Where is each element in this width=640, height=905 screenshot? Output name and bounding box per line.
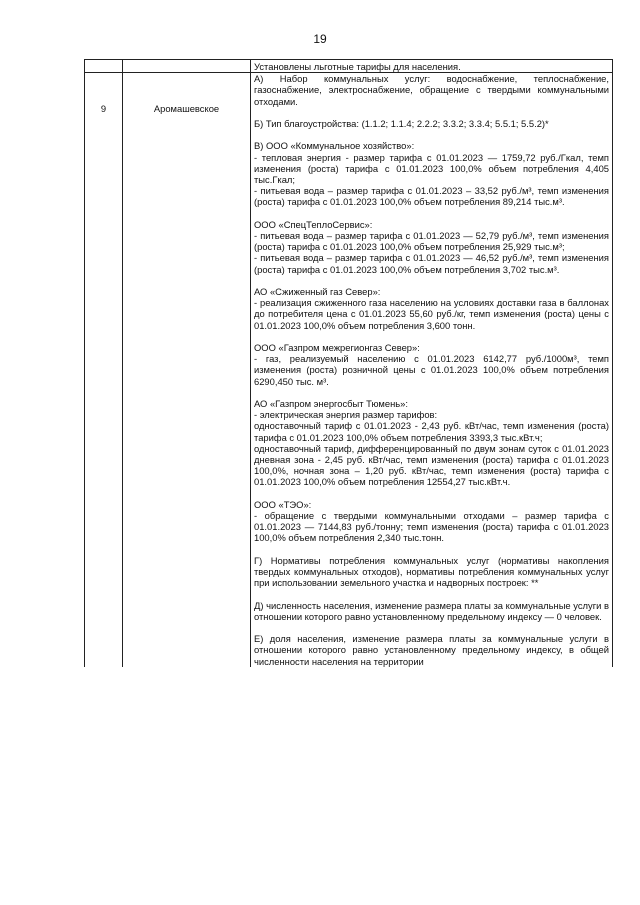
paragraph: Д) численность населения, изменение размера платы за коммунальные услуги в отношении которого равно установленному предельному индексу — 0 человек. <box>254 599 609 622</box>
paragraph-spacer <box>254 208 609 219</box>
table-row-previous <box>85 60 613 73</box>
paragraph-spacer <box>254 107 609 118</box>
paragraph: - питьевая вода – размер тарифа с 01.01.2023 — 52,79 руб./м³, темп изменения (роста) тарифа с 01.01.2023 100,0% объем потребления 25,929 тыс.м³; <box>254 230 609 253</box>
paragraph: одноставочный тариф с 01.01.2023 - 2,43 руб. кВт/час, темп изменения (роста) тарифа с 01.01.2023 100,0% объем потребления 3393,3 тыс.кВт.ч; <box>254 420 609 443</box>
paragraph: ООО «СпецТеплоСервис»: <box>254 218 373 230</box>
paragraph-spacer <box>254 544 609 555</box>
text-block <box>254 398 609 488</box>
description-blocks <box>254 73 609 667</box>
paragraph: Б) Тип благоустройства: (1.1.2; 1.1.4; 2.2.2; 3.3.2; 3.3.4; 5.5.1; 5.5.2)* <box>254 118 549 129</box>
text-block <box>254 600 609 622</box>
paragraph: Е) доля населения, изменение размера платы за коммунальные услуги в отношении которого равно установленному предельному индексу, в общей численности населения на территории <box>254 633 609 667</box>
text-block <box>254 73 609 107</box>
paragraph-spacer <box>254 588 609 599</box>
page-number: 19 <box>313 32 327 46</box>
row-number: 9 <box>85 73 123 667</box>
paragraph: АО «Сжиженный газ Север»: <box>254 286 381 297</box>
paragraph-spacer <box>254 129 609 140</box>
paragraph: ООО «ТЭО»: <box>254 498 312 510</box>
paragraph-spacer <box>254 331 609 342</box>
paragraph-spacer <box>254 488 609 499</box>
municipality-name: Аромашевское <box>123 73 251 667</box>
paragraph: - тепловая энергия - размер тарифа с 01.01.2023 — 1759,72 руб./Гкал, темп изменения (роста) тарифа с 01.01.2023 100,0% объем потребления 4,405 тыс.Гкал; <box>254 151 609 185</box>
paragraph: Г) Нормативы потребления коммунальных услуг (нормативы накопления твердых коммунальных отходов), нормативы потребления коммунальных услуг при использовании земельного участка и надворных построек: ** <box>254 554 609 589</box>
text-block <box>254 118 609 129</box>
cell-number-empty <box>85 60 123 73</box>
cell-municipality-empty <box>123 60 251 73</box>
paragraph: - электрическая энергия размер тарифов: <box>254 409 438 421</box>
text-block <box>254 140 609 207</box>
paragraph-spacer <box>254 275 609 286</box>
text-block <box>254 219 609 275</box>
paragraph: АО «Газпром энергосбыт Тюмень»: <box>254 398 408 409</box>
text-block <box>254 342 609 387</box>
paragraph-spacer <box>254 387 609 398</box>
previous-row-text: Установлены льготные тарифы для населения. <box>254 61 461 72</box>
paragraph: ООО «Газпром межрегионгаз Север»: <box>254 342 420 353</box>
text-block <box>254 633 609 667</box>
tariff-table <box>84 59 613 667</box>
text-block <box>254 499 609 544</box>
paragraph: В) ООО «Коммунальное хозяйство»: <box>254 140 415 152</box>
cell-previous-text <box>251 60 613 73</box>
paragraph: - питьевая вода – размер тарифа с 01.01.2023 — 46,52 руб./м³, темп изменения (роста) тарифа с 01.01.2023 100,0% объем потребления 3,702 тыс.м³. <box>254 252 609 275</box>
paragraph: - питьевая вода – размер тарифа с 01.01.2023 – 33,52 руб./м³, темп изменения (роста) тарифа с 01.01.2023 100,0% объем потребления 89,214 тыс.м³. <box>254 185 609 208</box>
paragraph: - газ, реализуемый населению с 01.01.2023 6142,77 руб./1000м³, темп изменения (роста) розничной цены с 01.01.2023 100,0% объем потребления 6290,450 тыс. м³. <box>254 353 609 387</box>
text-block <box>254 286 609 331</box>
table-row-aromashevskoe <box>85 73 613 667</box>
paragraph: одноставочный тариф, дифференцированный по двум зонам суток с 01.01.2023 дневная зона - 2,45 руб. кВт/час, темп изменения (роста) тарифа с 01.01.2023 100,0%, ночная зона – 1,20 руб. кВт/час, темп изменения (роста) тарифа с 01.01.2023 100,0% объем потребления 12554,27 тыс.кВт.ч. <box>254 442 609 488</box>
row-description <box>251 73 613 667</box>
text-block <box>254 555 609 589</box>
paragraph: А) Набор коммунальных услуг: водоснабжение, теплоснабжение, газоснабжение, электроснабжение, обращение с твердыми коммунальными отходами. <box>254 73 609 107</box>
paragraph: - обращение с твердыми коммунальными отходами – размер тарифа с 01.01.2023 — 7144,83 руб./тонну; темп изменения (роста) тарифа с 01.01.2023 100,0% объем потребления 2,340 тыс.тонн. <box>254 510 609 544</box>
paragraph: - реализация сжиженного газа населению на условиях доставки газа в баллонах до потребителя цена с 01.01.2023 55,60 руб./кг, темп изменения (роста) цены с 01.01.2023 100,0% объем потребления 3,600 тонн. <box>254 297 609 331</box>
paragraph-spacer <box>254 622 609 633</box>
